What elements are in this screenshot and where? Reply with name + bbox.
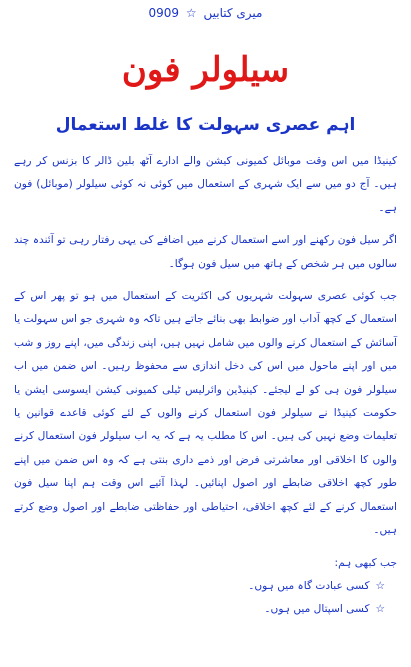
star-bullet-icon: ☆ [375,603,385,616]
list-item [14,598,397,621]
article-title: سیلولر فون [121,50,290,90]
list-item-text: کسی عبادت گاہ میں ہوں۔ [248,579,370,592]
star-icon: ☆ [185,6,197,20]
article-subtitle: اہم عصری سہولت کا غلط استعمال [55,115,356,135]
list-item [14,575,397,598]
paragraph: جب کوئی عصری سہولت شہریوں کی اکثریت کے استعمال میں ہو تو پھر اس کے استعمال کے کچھ آداب اور ضوابط بھی بنائے جاتے ہیں تاکہ وہ شہری جو اس سہولت یا آسائش کے استعمال کرنے والوں میں شامل نہیں ہیں، اپنی زندگی میں، اپنے روز و شب میں اور اپنے ماحول میں اس کی دخل اندازی سے محفوظ رہیں۔ اس ضمن میں اب سیلولر فون ہی کو لے لیجئے۔ کینیڈین وائرلیس ٹیلی کمیونی کیشن ایسوسی ایشن یا حکومت کینیڈا نے سیلولر فون استعمال کرنے والوں کے لئے کوئی قاعدے قوانین یا تعلیمات وضع نہیں کی ہیں۔ اس کا مطلب یہ ہے کہ یہ اب سیلولر فون استعمال کرنے والوں کا اخلاقی اور معاشرتی فرض اور ذمے داری بنتی ہے کہ وہ اس ضمن میں اپنے طور کچھ اخلاقی ضابطے اور اصول اپنائیں۔ لہذا آئیے اس وقت ہم اپنا سیل فون استعمال کرنے کے لئے کچھ اخلاقی، احتیاطی اور حفاظتی ضابطے اور اصول وضع کرتے ہیں۔ [14,290,397,537]
page-header [0,6,411,20]
header-book-label: میری کتابیں [203,6,263,20]
paragraph: کینیڈا میں اس وقت موبائل کمیونی کیشن والے ادارے آٹھ بلین ڈالر کا بزنس کر رہے ہیں۔ آج دو میں سے ایک شہری کے استعمال میں کوئی نہ کوئی سیلولر (موبائل) فون ہے۔ [14,155,397,214]
paragraph: اگر سیل فون رکھنے اور اسے استعمال کرنے میں اضافے کی یہی رفتار رہی تو آئندہ چند سالوں میں ہر شخص کے ہاتھ میں سیل فون ہوگا۔ [14,234,397,270]
list-item-text: کسی اسپتال میں ہوں۔ [264,603,370,616]
article-body [14,150,397,622]
list-intro: جب کبھی ہم: [334,556,397,569]
star-bullet-icon: ☆ [375,579,385,592]
header-page-number: 0909 [148,6,180,20]
